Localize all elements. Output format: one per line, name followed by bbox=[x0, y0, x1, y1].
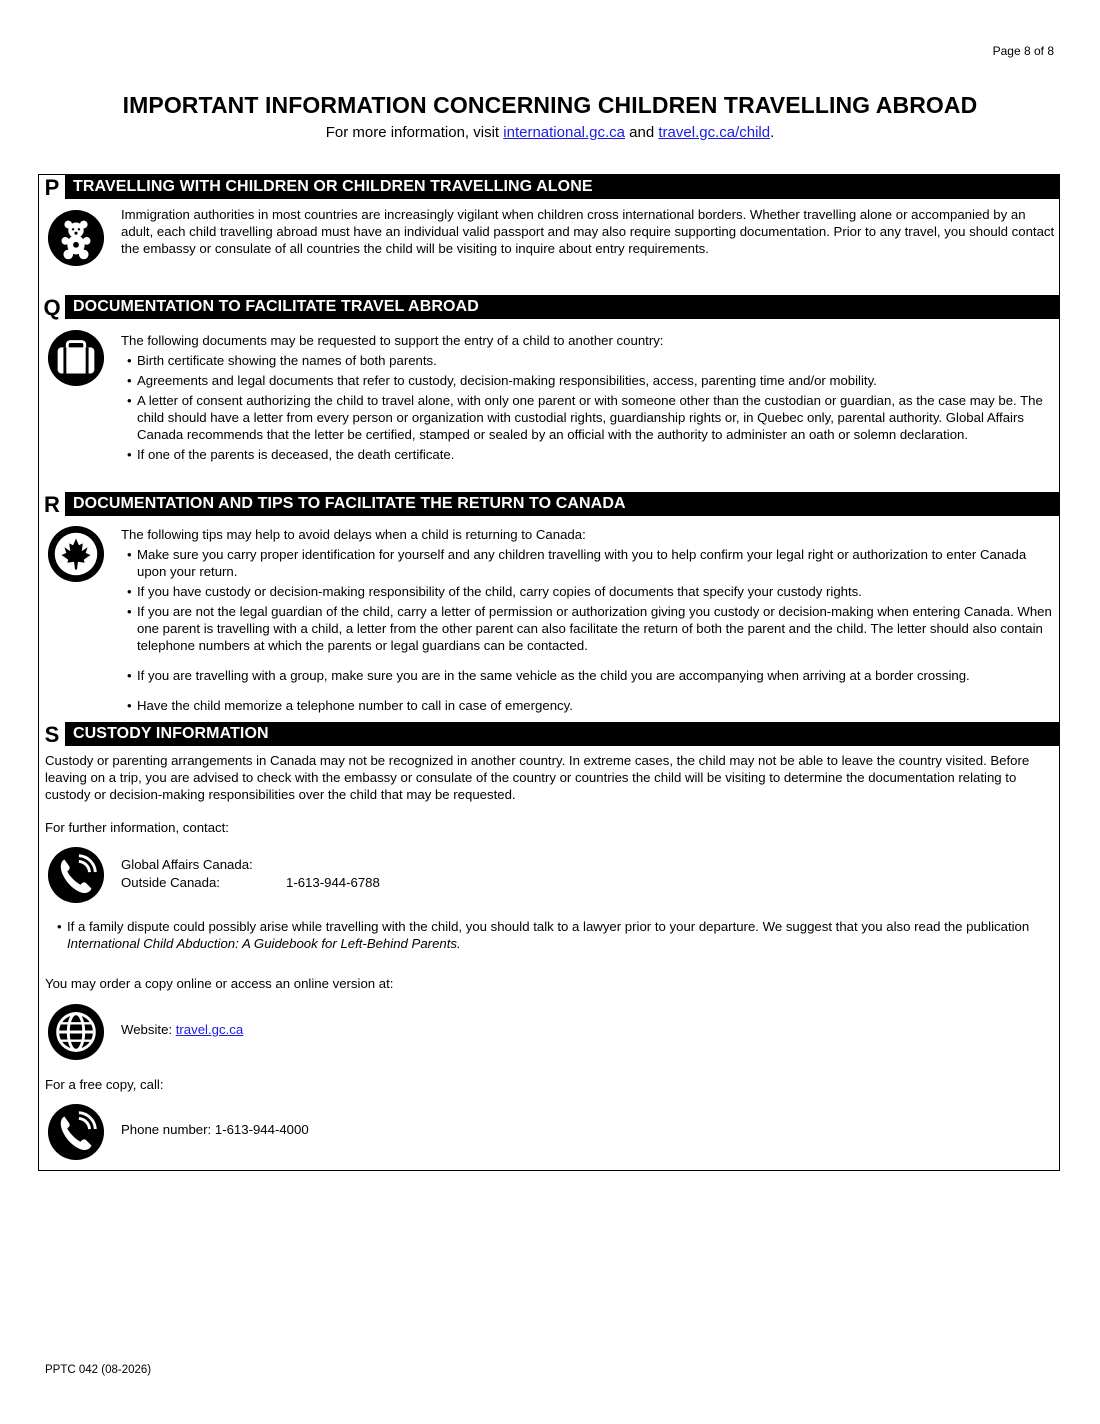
contact-org: Global Affairs Canada: bbox=[121, 857, 253, 872]
section-s-text: Custody or parenting arrangements in Canada may not be recognized in another country. In extreme cases, the child may not be able to leave the country visited. Before leaving on a trip, you are advised to check with the embassy or consulate of the country or countries the child will be visiting to determine the documentation relating to custody or decision-making responsibilities over the child that may be requested. bbox=[45, 753, 1030, 802]
further-info-label: For further information, contact: bbox=[45, 820, 229, 835]
section-s-letter: S bbox=[39, 722, 65, 746]
section-q-letter: Q bbox=[39, 295, 65, 319]
maple-leaf-icon bbox=[47, 525, 105, 583]
list-item: • A letter of consent authorizing the child to travel alone, with only one parent or with someone other than the custodian or guardian, as the case may be. The child should have a letter from every person or organization with custodial rights, guardianship rights or, in Quebec only, parental authority. Global Affairs Canada recommends that the letter be certified, stamped or sealed by an official with the authority to administer an oath or solemn declaration. bbox=[121, 392, 1057, 443]
section-r-letter: R bbox=[39, 492, 65, 516]
section-s-title: CUSTODY INFORMATION bbox=[73, 725, 269, 742]
contact-label: Outside Canada: bbox=[121, 875, 220, 890]
section-q-title: DOCUMENTATION TO FACILITATE TRAVEL ABROAD bbox=[73, 298, 479, 315]
guidebook-title: International Child Abduction: A Guidebook for Left-Behind Parents. bbox=[67, 936, 461, 951]
suitcase-icon bbox=[47, 329, 105, 387]
section-s-header bbox=[39, 722, 1059, 746]
list-item: • Make sure you carry proper identification for yourself and any children travelling with you to help confirm your legal right or authorization to enter Canada upon your return. bbox=[121, 546, 1057, 580]
phone-icon bbox=[47, 846, 105, 904]
section-p-title: TRAVELLING WITH CHILDREN OR CHILDREN TRAVELLING ALONE bbox=[73, 178, 593, 195]
list-item: • If you have custody or decision-making responsibility of the child, carry copies of documents that specify your custody rights. bbox=[121, 583, 1057, 600]
list-item: • Agreements and legal documents that refer to custody, decision-making responsibilities, access, parenting time and/or mobility. bbox=[121, 372, 1057, 389]
phone-number: Phone number: 1-613-944-4000 bbox=[121, 1122, 309, 1137]
section-r-intro: The following tips may help to avoid delays when a child is returning to Canada: bbox=[121, 527, 586, 542]
free-copy-label: For a free copy, call: bbox=[45, 1077, 164, 1092]
subtitle-middle: and bbox=[625, 124, 659, 141]
website-row bbox=[121, 1021, 243, 1038]
travel-child-link[interactable]: travel.gc.ca/child bbox=[658, 124, 771, 141]
dispute-text: If a family dispute could possibly arise while travelling with the child, you should talk to a lawyer prior to your departure. We suggest that you also read the publication bbox=[67, 919, 1030, 934]
list-item bbox=[51, 918, 1051, 952]
order-copy-label: You may order a copy online or access an online version at: bbox=[45, 976, 394, 991]
globe-icon bbox=[47, 1003, 105, 1061]
list-item: • Birth certificate showing the names of both parents. bbox=[121, 352, 1057, 369]
section-p-letter: P bbox=[39, 175, 65, 199]
page-title: IMPORTANT INFORMATION CONCERNING CHILDREN TRAVELLING ABROAD bbox=[122, 92, 978, 118]
section-p-text: Immigration authorities in most countries are increasingly vigilant when children cross international borders. Whether travelling alone or accompanied by an adult, each child travelling abroad must have an individual valid passport and may also require supporting documentation. Prior to any travel, you should contact the embassy or consulate of all countries the child will be visiting to inquire about entry requirements. bbox=[121, 207, 1055, 256]
section-r-list bbox=[121, 546, 1057, 714]
phone-icon bbox=[47, 1103, 105, 1161]
section-r-title: DOCUMENTATION AND TIPS TO FACILITATE THE RETURN TO CANADA bbox=[73, 495, 626, 512]
list-item: • If you are travelling with a group, make sure you are in the same vehicle as the child you are accompanying when arriving at a border crossing. bbox=[121, 667, 1057, 684]
international-link[interactable]: international.gc.ca bbox=[503, 124, 626, 141]
subtitle-prefix: For more information, visit bbox=[325, 124, 504, 141]
info-frame bbox=[38, 174, 1060, 1171]
section-p-header bbox=[39, 175, 1059, 199]
subtitle bbox=[0, 124, 1100, 141]
section-q-intro: The following documents may be requested to support the entry of a child to another country: bbox=[121, 333, 664, 348]
section-r-body bbox=[121, 526, 1057, 714]
page-number: Page 8 of 8 bbox=[992, 44, 1054, 58]
dispute-note bbox=[51, 915, 1051, 952]
website-label: Website: bbox=[121, 1022, 176, 1037]
website-link[interactable]: travel.gc.ca bbox=[175, 1022, 244, 1037]
section-q-header bbox=[39, 295, 1059, 319]
section-r-header bbox=[39, 492, 1059, 516]
teddy-bear-icon bbox=[47, 209, 105, 267]
contact-phone: 1-613-944-6788 bbox=[286, 875, 380, 890]
form-code: PPTC 042 (08-2026) bbox=[45, 1364, 152, 1376]
list-item: • Have the child memorize a telephone number to call in case of emergency. bbox=[121, 697, 1057, 714]
section-q-body bbox=[121, 332, 1057, 463]
list-item: • If you are not the legal guardian of the child, carry a letter of permission or authorization giving you custody or decision-making when entering Canada. When one parent is travelling with a child, a letter from the other parent can also facilitate the return of both the parent and the child. The letter should also contain telephone numbers at which the parents or legal guardians can be contacted. bbox=[121, 603, 1057, 654]
list-item: • If one of the parents is deceased, the death certificate. bbox=[121, 446, 1057, 463]
section-q-list bbox=[121, 352, 1057, 463]
subtitle-suffix: . bbox=[770, 124, 775, 141]
